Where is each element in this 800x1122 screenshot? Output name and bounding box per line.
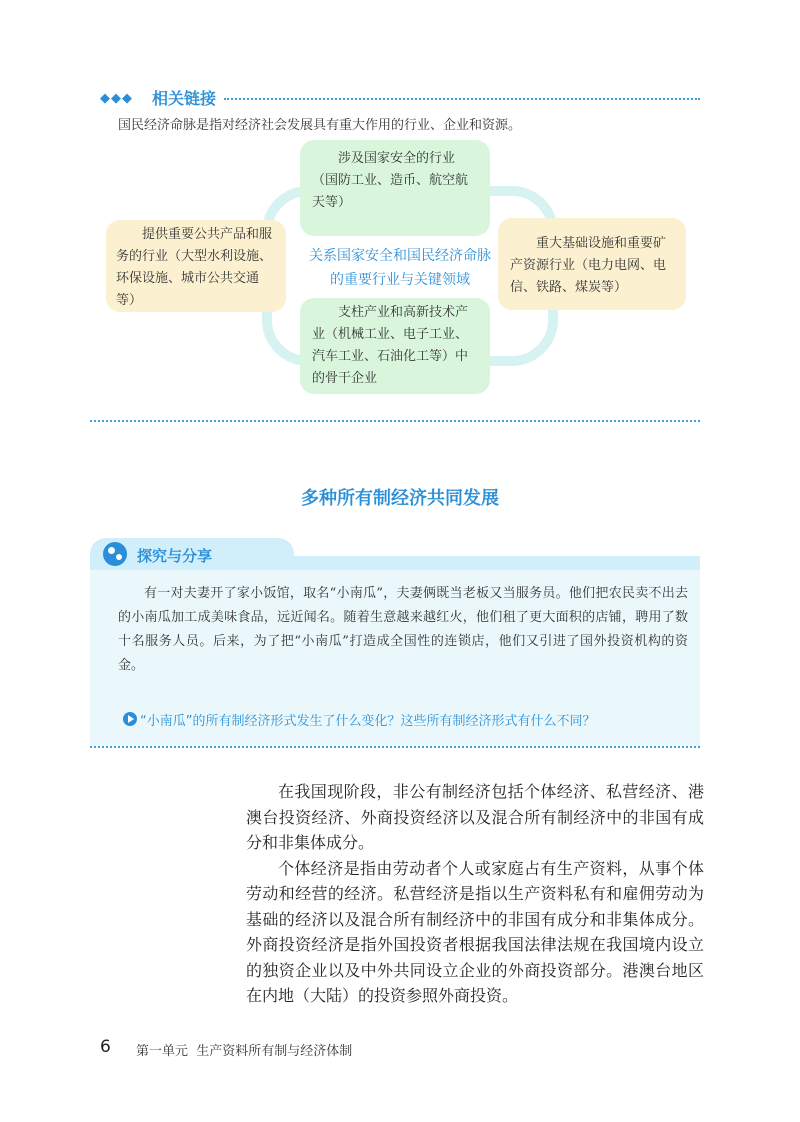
- body-paragraph-1: 在我国现阶段，非公有制经济包括个体经济、私营经济、港澳台投资经济、外商投资经济以及混合所有制经济中的非国有成分和非集体成分。: [246, 782, 704, 852]
- diamond-bullets-icon: ◆◆◆: [100, 91, 133, 106]
- play-arrow-icon: [123, 712, 137, 726]
- explore-dotted-rule: [90, 746, 700, 748]
- section-title: 多种所有制经济共同发展: [301, 488, 499, 509]
- diagram-box-public-goods: 提供重要公共产品和服务的行业（大型水利设施、环保设施、城市公共交通等）: [106, 220, 286, 312]
- page-number: 6: [100, 1037, 111, 1057]
- explore-story: 有一对夫妻开了家小饭馆，取名“小南瓜”，夫妻俩既当老板又当服务员。他们把农民卖不出去的小南瓜加工成美味食品，远近闻名。随着生意越来越红火，他们租了更大面积的店铺，聘用了数十名服务人员。后来，为了把“小南瓜”打造成全国性的连锁店，他们又引进了国外投资机构的资金。: [118, 586, 688, 673]
- diagram-center-line-1: 关系国家安全和国民经济命脉: [309, 248, 491, 264]
- diagram-box-national-security: 涉及国家安全的行业（国防工业、造币、航空航天等）: [300, 140, 490, 236]
- related-links-title: 相关链接: [152, 89, 217, 108]
- body-paragraph-2: 个体经济是指由劳动者个人或家庭占有生产资料，从事个体劳动和经营的经济。私营经济是指以生产资料私有和雇佣劳动为基础的经济以及混合所有制经济中的非国有成分和非集体成分。外商投资经济是指外国投资者根据我国法律法规在我国境内设立的独资企业以及中外共同设立企业的外商投资部分。港澳台地区在内地（大陆）的投资参照外商投资。: [246, 858, 704, 1005]
- section-dotted-rule: [90, 420, 700, 422]
- body-text: [246, 779, 704, 1009]
- footer-unit: 第一单元: [136, 1044, 189, 1059]
- diagram-box-pillar-industries: 支柱产业和高新技术产业（机械工业、电子工业、汽车工业、石油化工等）中的骨干企业: [300, 298, 490, 394]
- header-dotted-rule: [224, 98, 700, 100]
- explore-share-icon: [103, 542, 127, 566]
- diagram-box-infrastructure: 重大基础设施和重要矿产资源行业（电力电网、电信、铁路、煤炭等）: [498, 218, 686, 310]
- diagram-center-line-2: 的重要行业与关键领域: [330, 272, 470, 288]
- footer-running-title: [136, 1040, 352, 1059]
- explore-title: 探究与分享: [137, 547, 213, 565]
- explore-question: “小南瓜”的所有制经济形式发生了什么变化？这些所有制经济形式有什么不同？: [140, 714, 596, 729]
- related-links-intro: 国民经济命脉是指对经济社会发展具有重大作用的行业、企业和资源。: [118, 118, 522, 133]
- footer-chapter: 生产资料所有制与经济体制: [196, 1044, 353, 1059]
- diagram-center-label: [300, 244, 500, 292]
